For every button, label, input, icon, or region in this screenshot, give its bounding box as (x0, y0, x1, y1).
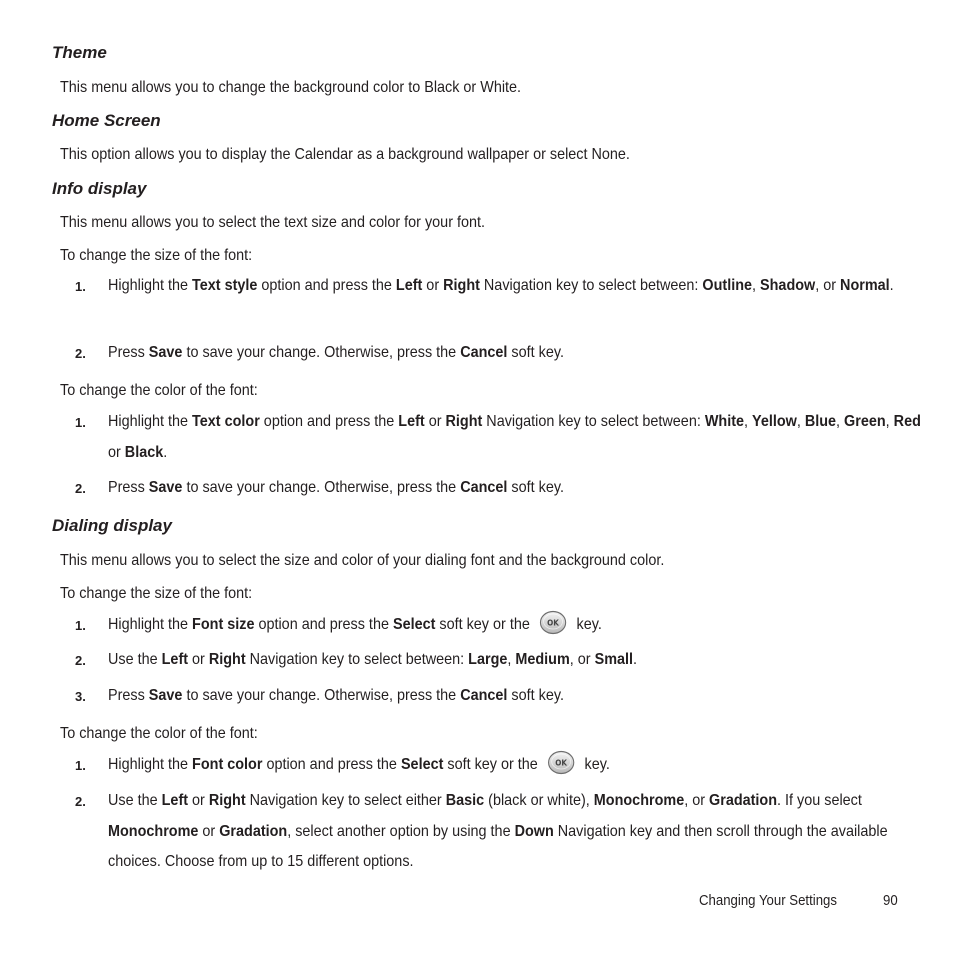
step-number: 1. (75, 758, 86, 773)
footer-section-title: Changing Your Settings (699, 892, 837, 909)
dialing-display-heading: Dialing display (52, 516, 172, 535)
info-size-step-2: Press Save to save your change. Otherwise, press the Cancel soft key. (108, 344, 564, 361)
dialing-color-step-1: Highlight the Font color option and press the Select soft key or the OK key. (108, 750, 900, 781)
dialing-size-step-1: Highlight the Font size option and press the Select soft key or the OK key. (108, 610, 900, 641)
step-number: 1. (75, 279, 86, 294)
step-number: 3. (75, 689, 86, 704)
svg-text:OK: OK (547, 618, 560, 628)
step-number: 1. (75, 415, 86, 430)
step-number: 2. (75, 481, 86, 496)
step-number: 1. (75, 618, 86, 633)
svg-text:OK: OK (555, 758, 568, 768)
theme-heading: Theme (52, 43, 107, 62)
dialing-size-step-2: Use the Left or Right Navigation key to select between: Large, Medium, or Small. (108, 651, 638, 668)
home-screen-heading: Home Screen (52, 111, 161, 130)
dialing-display-description: This menu allows you to select the size and color of your dialing font and the background color. (60, 552, 665, 569)
info-color-intro: To change the color of the font: (60, 382, 258, 399)
info-display-description: This menu allows you to select the text size and color for your font. (60, 214, 486, 231)
dialing-color-intro: To change the color of the font: (60, 725, 258, 742)
ok-key-icon (539, 610, 567, 635)
step-number: 2. (75, 653, 86, 668)
step-number: 2. (75, 794, 86, 809)
step-number: 2. (75, 346, 86, 361)
ok-key-icon (547, 750, 575, 775)
dialing-color-step-2: Use the Left or Right Navigation key to select either Basic (black or white), Monochrome, or Gradation. If you select Monochrome or Gradation, select another option by using the Down Navigation key and then scroll through the available choices. Choose from up to 15 different options. (108, 792, 888, 870)
dialing-size-step-3: Press Save to save your change. Otherwise, press the Cancel soft key. (108, 687, 564, 704)
page-number: 90 (883, 892, 898, 909)
home-screen-description: This option allows you to display the Calendar as a background wallpaper or select None. (60, 146, 630, 163)
info-size-intro: To change the size of the font: (60, 247, 253, 264)
dialing-size-intro: To change the size of the font: (60, 585, 253, 602)
info-color-step-2: Press Save to save your change. Otherwise, press the Cancel soft key. (108, 479, 564, 496)
info-color-step-1: Highlight the Text color option and press the Left or Right Navigation key to select between: White, Yellow, Blue, Green, Red or Black. (108, 413, 921, 461)
info-display-heading: Info display (52, 179, 147, 198)
info-size-step-1: Highlight the Text style option and press the Left or Right Navigation key to select between: Outline, Shadow, or Normal. (108, 277, 894, 294)
theme-description: This menu allows you to change the background color to Black or White. (60, 79, 522, 96)
